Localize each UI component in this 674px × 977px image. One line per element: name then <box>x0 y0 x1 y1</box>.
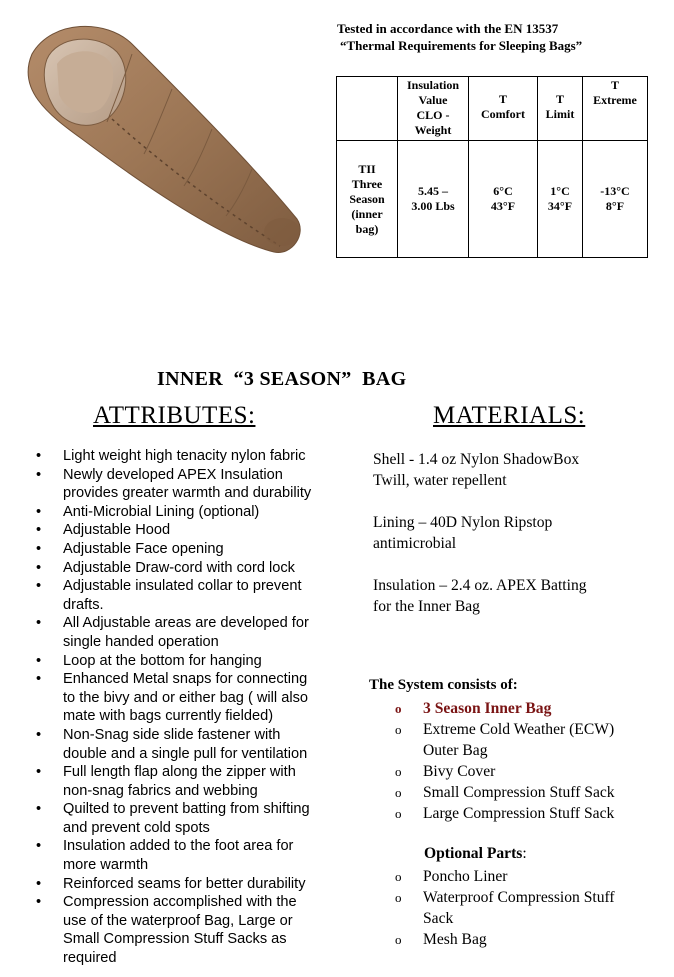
cell-line: Three <box>351 176 383 191</box>
attribute-line: Reinforced seams for better durability <box>63 875 306 892</box>
cell-line: 43°F <box>490 199 516 213</box>
attribute-line: Light weight high tenacity nylon fabric <box>63 448 306 464</box>
cell-line: (inner <box>351 206 383 221</box>
cell-line: 6°C <box>493 184 513 198</box>
system-list <box>395 698 665 824</box>
attribute-item <box>34 837 344 874</box>
table-cell-insulation <box>398 141 469 258</box>
attributes-heading: ATTRIBUTES: <box>93 402 256 429</box>
optional-item-line: Sack <box>423 910 454 927</box>
optional-list <box>395 866 665 950</box>
cell-line: 3.00 Lbs <box>411 199 455 213</box>
header-line: Value <box>418 93 448 107</box>
cell-line: -13°C <box>600 184 630 198</box>
table-cell-label <box>337 141 398 258</box>
bullet-icon: • <box>36 801 42 818</box>
materials-heading: MATERIALS: <box>433 402 586 429</box>
material-line: Twill, water repellent <box>373 472 507 489</box>
material-line: for the Inner Bag <box>373 598 480 615</box>
bullet-icon: • <box>36 875 42 892</box>
circle-bullet-icon: o <box>395 869 402 884</box>
attribute-line: Loop at the bottom for hanging <box>63 652 262 669</box>
table-header-row <box>337 77 648 141</box>
attribute-line: Adjustable Hood <box>63 522 171 539</box>
table-cell-comfort <box>469 141 538 258</box>
circle-bullet-icon: o <box>395 785 402 800</box>
attribute-line: Anti-Microbial Lining (optional) <box>63 503 260 520</box>
attribute-item <box>34 447 344 466</box>
attribute-line: Newly developed APEX Insulation <box>63 466 283 483</box>
material-insulation <box>373 575 663 617</box>
bullet-icon: • <box>36 578 42 595</box>
bullet-icon: • <box>36 559 42 576</box>
optional-item-line: Waterproof Compression Stuff <box>423 889 615 906</box>
cell-line: 34°F <box>547 199 573 213</box>
header-line: Limit <box>545 107 575 121</box>
attribute-line: Insulation added to the foot area for <box>63 838 294 855</box>
test-standard-header <box>337 20 667 54</box>
system-item-line: Extreme Cold Weather (ECW) <box>423 721 615 738</box>
optional-heading <box>424 845 527 863</box>
attributes-list <box>34 447 344 968</box>
table-header-empty <box>337 77 398 141</box>
sleeping-bag-image <box>12 14 312 259</box>
attribute-line: mate with bags currently fielded) <box>63 708 274 725</box>
bullet-icon: • <box>36 726 42 743</box>
system-item <box>395 761 665 782</box>
attribute-item <box>34 652 344 671</box>
circle-bullet-icon: o <box>395 806 402 821</box>
system-item <box>395 698 665 719</box>
attribute-item <box>34 503 344 522</box>
attribute-item <box>34 893 344 967</box>
header-line: Insulation <box>406 78 460 92</box>
system-heading: The System consists of: <box>369 677 518 693</box>
attribute-line: double and a single pull for ventilation <box>63 745 308 762</box>
material-shell <box>373 449 663 491</box>
header-line: T <box>610 78 619 92</box>
attribute-line: non-snag fabrics and webbing <box>63 782 258 799</box>
optional-heading-label: Optional Parts <box>424 845 523 862</box>
attribute-item <box>34 540 344 559</box>
cell-line: TII <box>358 161 376 176</box>
attribute-line: Quilted to prevent batting from shifting <box>63 801 310 818</box>
circle-bullet-icon: o <box>395 890 402 905</box>
bullet-icon: • <box>36 503 42 520</box>
attribute-item <box>34 577 344 614</box>
material-line: Insulation – 2.4 oz. APEX Batting <box>373 577 587 594</box>
table-header-comfort <box>469 77 538 141</box>
table-header-extreme <box>583 77 648 141</box>
table-header-insulation <box>398 77 469 141</box>
attribute-item <box>34 521 344 540</box>
system-item <box>395 719 665 761</box>
attribute-item <box>34 670 344 726</box>
attribute-item <box>34 726 344 763</box>
attribute-line: Small Compression Stuff Sacks as <box>63 931 287 948</box>
system-item-line: Bivy Cover <box>423 763 496 780</box>
optional-item <box>395 929 665 950</box>
cell-line: Season <box>349 191 385 206</box>
attribute-item <box>34 800 344 837</box>
bullet-icon: • <box>36 671 42 688</box>
attribute-line: Enhanced Metal snaps for connecting <box>63 671 308 688</box>
attribute-line: more warmth <box>63 857 149 874</box>
test-standard-line: Tested in accordance with the EN 13537 <box>337 21 559 36</box>
bullet-icon: • <box>36 522 42 539</box>
cell-line: 1°C <box>550 184 570 198</box>
attribute-line: drafts. <box>63 596 104 613</box>
attribute-line: and prevent cold spots <box>63 819 210 836</box>
system-item <box>395 803 665 824</box>
thermal-spec-table <box>336 76 648 258</box>
material-lining <box>373 512 663 554</box>
table-row <box>337 141 648 258</box>
header-line: T <box>555 92 564 106</box>
header-line: Comfort <box>481 107 525 121</box>
attribute-item <box>34 466 344 503</box>
attribute-line: All Adjustable areas are developed for <box>63 615 309 632</box>
attribute-line: to the bivy and or either bag ( will also <box>63 689 308 706</box>
attribute-line: Full length flap along the zipper with <box>63 764 296 781</box>
bullet-icon: • <box>36 838 42 855</box>
circle-bullet-icon: o <box>395 722 402 737</box>
table-header-limit <box>538 77 583 141</box>
bullet-icon: • <box>36 764 42 781</box>
table-cell-limit <box>538 141 583 258</box>
cell-line: 5.45 – <box>418 184 448 198</box>
material-line: Lining – 40D Nylon Ripstop <box>373 514 553 531</box>
header-line: CLO - <box>416 108 450 122</box>
table-cell-extreme <box>583 141 648 258</box>
system-item-line: Small Compression Stuff Sack <box>423 784 615 801</box>
attribute-item <box>34 559 344 578</box>
bullet-icon: • <box>36 894 42 911</box>
system-item-line: Outer Bag <box>423 742 488 759</box>
header-line: Extreme <box>593 93 637 107</box>
attribute-line: Adjustable insulated collar to prevent <box>63 578 302 595</box>
circle-bullet-icon: o <box>395 932 402 947</box>
test-standard-name: “Thermal Requirements for Sleeping Bags” <box>340 38 583 53</box>
attribute-line: Adjustable Face opening <box>63 540 224 557</box>
bullet-icon: • <box>36 448 42 464</box>
material-line: Shell - 1.4 oz Nylon ShadowBox <box>373 451 580 468</box>
bullet-icon: • <box>36 466 42 483</box>
bullet-icon: • <box>36 652 42 669</box>
page-title: INNER “3 SEASON” BAG <box>157 368 407 390</box>
attribute-item <box>34 875 344 894</box>
optional-heading-colon: : <box>522 845 527 862</box>
attribute-line: provides greater warmth and durability <box>63 485 312 502</box>
circle-bullet-icon: o <box>395 701 402 716</box>
optional-item-line: Mesh Bag <box>423 931 487 948</box>
optional-item-line: Poncho Liner <box>423 868 508 885</box>
attribute-line: required <box>63 950 117 967</box>
attribute-line: Compression accomplished with the <box>63 894 297 911</box>
optional-item <box>395 866 665 887</box>
system-item-line: Large Compression Stuff Sack <box>423 805 615 822</box>
cell-line: bag) <box>355 221 379 236</box>
header-line: Weight <box>414 123 452 137</box>
system-item-line: 3 Season Inner Bag <box>423 700 552 717</box>
system-item <box>395 782 665 803</box>
material-line: antimicrobial <box>373 535 457 552</box>
attribute-line: Adjustable Draw-cord with cord lock <box>63 559 295 576</box>
attribute-item <box>34 614 344 651</box>
attribute-line: use of the waterproof Bag, Large or <box>63 912 293 929</box>
cell-line: 8°F <box>605 199 625 213</box>
attribute-line: single handed operation <box>63 633 219 650</box>
attribute-line: Non-Snag side slide fastener with <box>63 726 281 743</box>
circle-bullet-icon: o <box>395 764 402 779</box>
bullet-icon: • <box>36 615 42 632</box>
attribute-item <box>34 763 344 800</box>
optional-item <box>395 887 665 929</box>
bullet-icon: • <box>36 540 42 557</box>
header-line: T <box>498 92 507 106</box>
